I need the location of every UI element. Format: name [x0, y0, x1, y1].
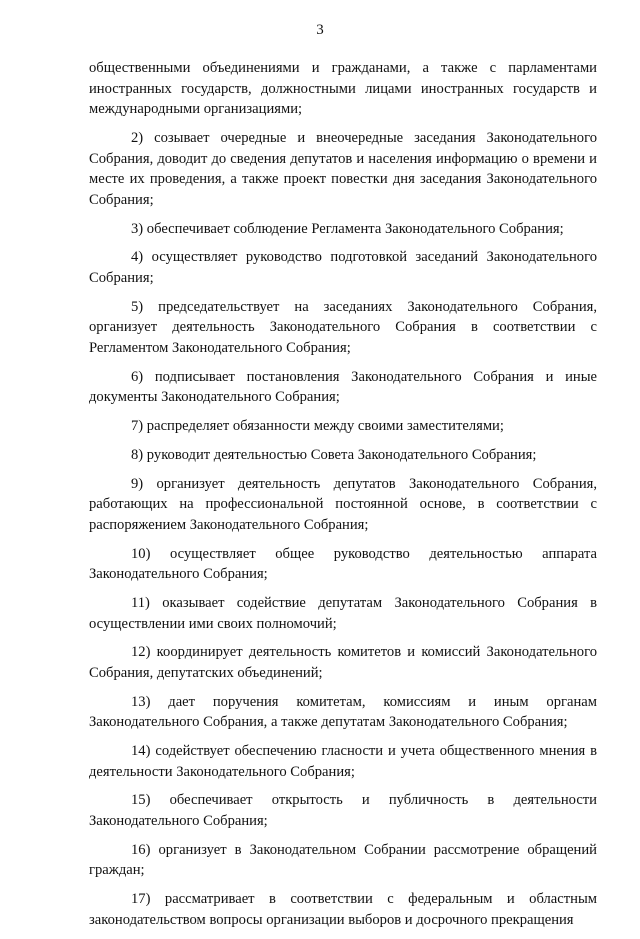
paragraph-item-4: 4) осуществляет руководство подготовкой заседаний Законодательного Собрания;: [89, 249, 597, 286]
paragraph-item-2: 2) созывает очередные и внеочередные заседания Законодательного Собрания, доводит до сведения депутатов и населения информацию о времени и месте их проведения, а также проект повестки дня заседания Законодательного Собрания;: [89, 129, 597, 208]
paragraph-item-8: 8) руководит деятельностью Совета Законодательного Собрания;: [131, 446, 537, 463]
paragraph-item-10: 10) осуществляет общее руководство деятельностью аппарата Законодательного Собрания;: [89, 545, 597, 583]
paragraph-item-7: 7) распределяет обязанности между своими заместителями;: [131, 418, 504, 435]
paragraph-item-3: 3) обеспечивает соблюдение Регламента Законодательного Собрания;: [131, 220, 564, 237]
paragraph-item-9: 9) организует деятельность депутатов Законодательного Собрания, работающих на профессиональной постоянной основе, в соответствии с распоряжением Законодательного Собрания;: [89, 475, 597, 533]
document-body: [89, 58, 597, 939]
paragraph-item-5: 5) председательствует на заседаниях Законодательного Собрания, организует деятельность Законодательного Собрания в соответствии с Регламентом Законодательного Собрания;: [89, 298, 597, 356]
paragraph-item-11: 11) оказывает содействие депутатам Законодательного Собрания в осуществлении ими своих полномочий;: [89, 594, 597, 632]
page-number: 3: [316, 22, 324, 38]
paragraph-item-16: 16) организует в Законодательном Собрании рассмотрение обращений граждан;: [89, 841, 597, 879]
paragraph-item-12: 12) координирует деятельность комитетов и комиссий Законодательного Собрания, депутатских объединений;: [89, 644, 597, 681]
paragraph-continuation: общественными объединениями и гражданами, а также с парламентами иностранных государств, должностными лицами иностранных государств и международными организациями;: [89, 60, 597, 118]
paragraph-item-15: 15) обеспечивает открытость и публичность в деятельности Законодательного Собрания;: [89, 792, 597, 830]
paragraph-item-17: 17) рассматривает в соответствии с федеральным и областным законодательством вопросы организации выборов и досрочного прекращения: [89, 891, 597, 928]
paragraph-item-13: 13) дает поручения комитетам, комиссиям и иным органам Законодательного Собрания, а также депутатам Законодательного Собрания;: [89, 693, 597, 731]
paragraph-item-6: 6) подписывает постановления Законодательного Собрания и иные документы Законодательного Собрания;: [89, 368, 597, 406]
paragraph-item-14: 14) содействует обеспечению гласности и учета общественного мнения в деятельности Законодательного Собрания;: [89, 743, 597, 780]
